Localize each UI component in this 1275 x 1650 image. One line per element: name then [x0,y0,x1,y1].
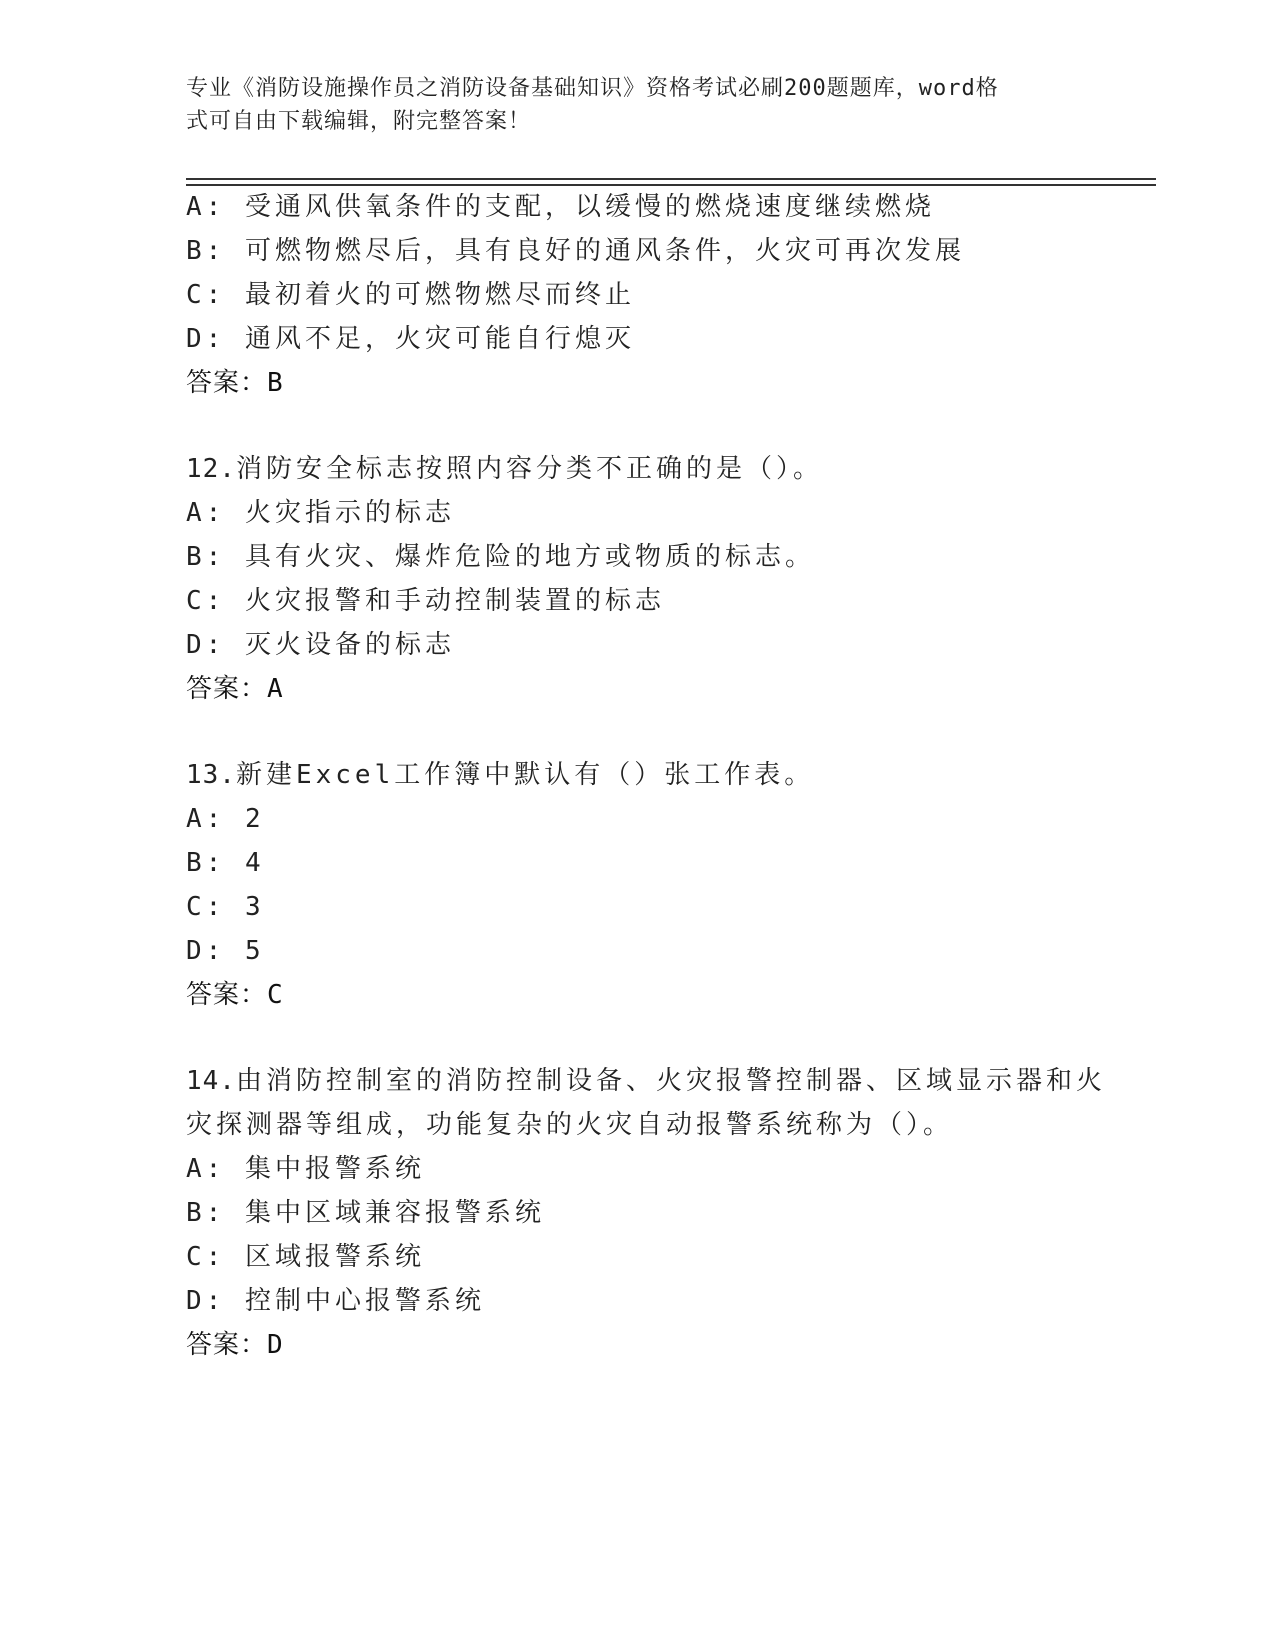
answer-label: 答案： [186,674,268,704]
option-text: 最初着火的可燃物燃尽而终止 [244,280,635,310]
option-letter: B: [186,236,226,266]
question-number: 12. [186,454,236,484]
option-letter: C: [186,892,226,922]
question-text: 由消防控制室的消防控制设备、火灾报警控制器、区域显示器和火 [235,1066,1106,1096]
answer-value: A [267,674,284,704]
header-divider-bottom [186,184,1156,186]
question-13-stem [186,758,814,792]
option-letter: B: [186,542,226,572]
option-letter: D: [186,1286,226,1316]
option-b [186,234,965,268]
answer-line [186,1328,284,1362]
answer-label: 答案： [186,1330,268,1360]
answer-label: 答案： [186,368,268,398]
option-d [186,628,455,662]
option-letter: B: [186,848,226,878]
option-text: 火灾指示的标志 [244,498,455,528]
option-letter: D: [186,630,226,660]
option-c [186,584,665,618]
answer-value: B [267,368,284,398]
question-number: 13. [186,760,236,790]
option-d [186,934,265,968]
option-letter: A: [186,192,226,222]
option-b [186,1196,545,1230]
answer-value: C [267,980,284,1010]
option-letter: C: [186,1242,226,1272]
option-text: 3 [244,892,265,922]
option-letter: D: [186,936,226,966]
option-d [186,1284,485,1318]
option-letter: C: [186,586,226,616]
option-d [186,322,635,356]
option-c [186,1240,425,1274]
answer-line [186,672,284,706]
option-text: 4 [244,848,265,878]
option-text: 受通风供氧条件的支配，以缓慢的燃烧速度继续燃烧 [244,192,935,222]
option-text: 集中报警系统 [244,1154,425,1184]
option-text: 控制中心报警系统 [244,1286,485,1316]
option-a [186,802,265,836]
question-14-stem-line-1 [186,1064,1106,1098]
answer-line [186,978,284,1012]
option-text: 通风不足，火灾可能自行熄灭 [244,324,635,354]
header-line-2: 式可自由下载编辑，附完整答案！ [186,109,532,134]
option-text: 灭火设备的标志 [244,630,455,660]
document-header [186,72,1086,138]
option-text: 可燃物燃尽后，具有良好的通风条件，火灾可再次发展 [244,236,965,266]
option-letter: A: [186,1154,226,1184]
option-text: 5 [244,936,265,966]
option-letter: D: [186,324,226,354]
question-text: 灾探测器等组成，功能复杂的火灾自动报警系统称为（）。 [186,1110,954,1140]
header-line-1: 专业《消防设施操作员之消防设备基础知识》资格考试必刷200题题库，word格 [186,76,999,101]
question-number: 14. [186,1066,236,1096]
question-12-stem [186,452,823,486]
answer-line [186,366,284,400]
question-text: 消防安全标志按照内容分类不正确的是（）。 [235,454,823,484]
option-a [186,1152,425,1186]
option-letter: B: [186,1198,226,1228]
answer-value: D [267,1330,284,1360]
option-c [186,890,265,924]
option-text: 火灾报警和手动控制装置的标志 [244,586,665,616]
option-text: 2 [244,804,265,834]
option-b [186,846,265,880]
option-text: 具有火灾、爆炸危险的地方或物质的标志。 [244,542,815,572]
question-14-stem-line-2 [186,1108,953,1142]
header-divider-top [186,178,1156,180]
option-a [186,496,455,530]
option-letter: C: [186,280,226,310]
answer-label: 答案： [186,980,268,1010]
option-letter: A: [186,498,226,528]
option-c [186,278,635,312]
question-text: 新建Excel工作簿中默认有（）张工作表。 [235,760,815,790]
option-b [186,540,815,574]
option-text: 集中区域兼容报警系统 [244,1198,545,1228]
option-a [186,190,935,224]
option-letter: A: [186,804,226,834]
option-text: 区域报警系统 [244,1242,425,1272]
